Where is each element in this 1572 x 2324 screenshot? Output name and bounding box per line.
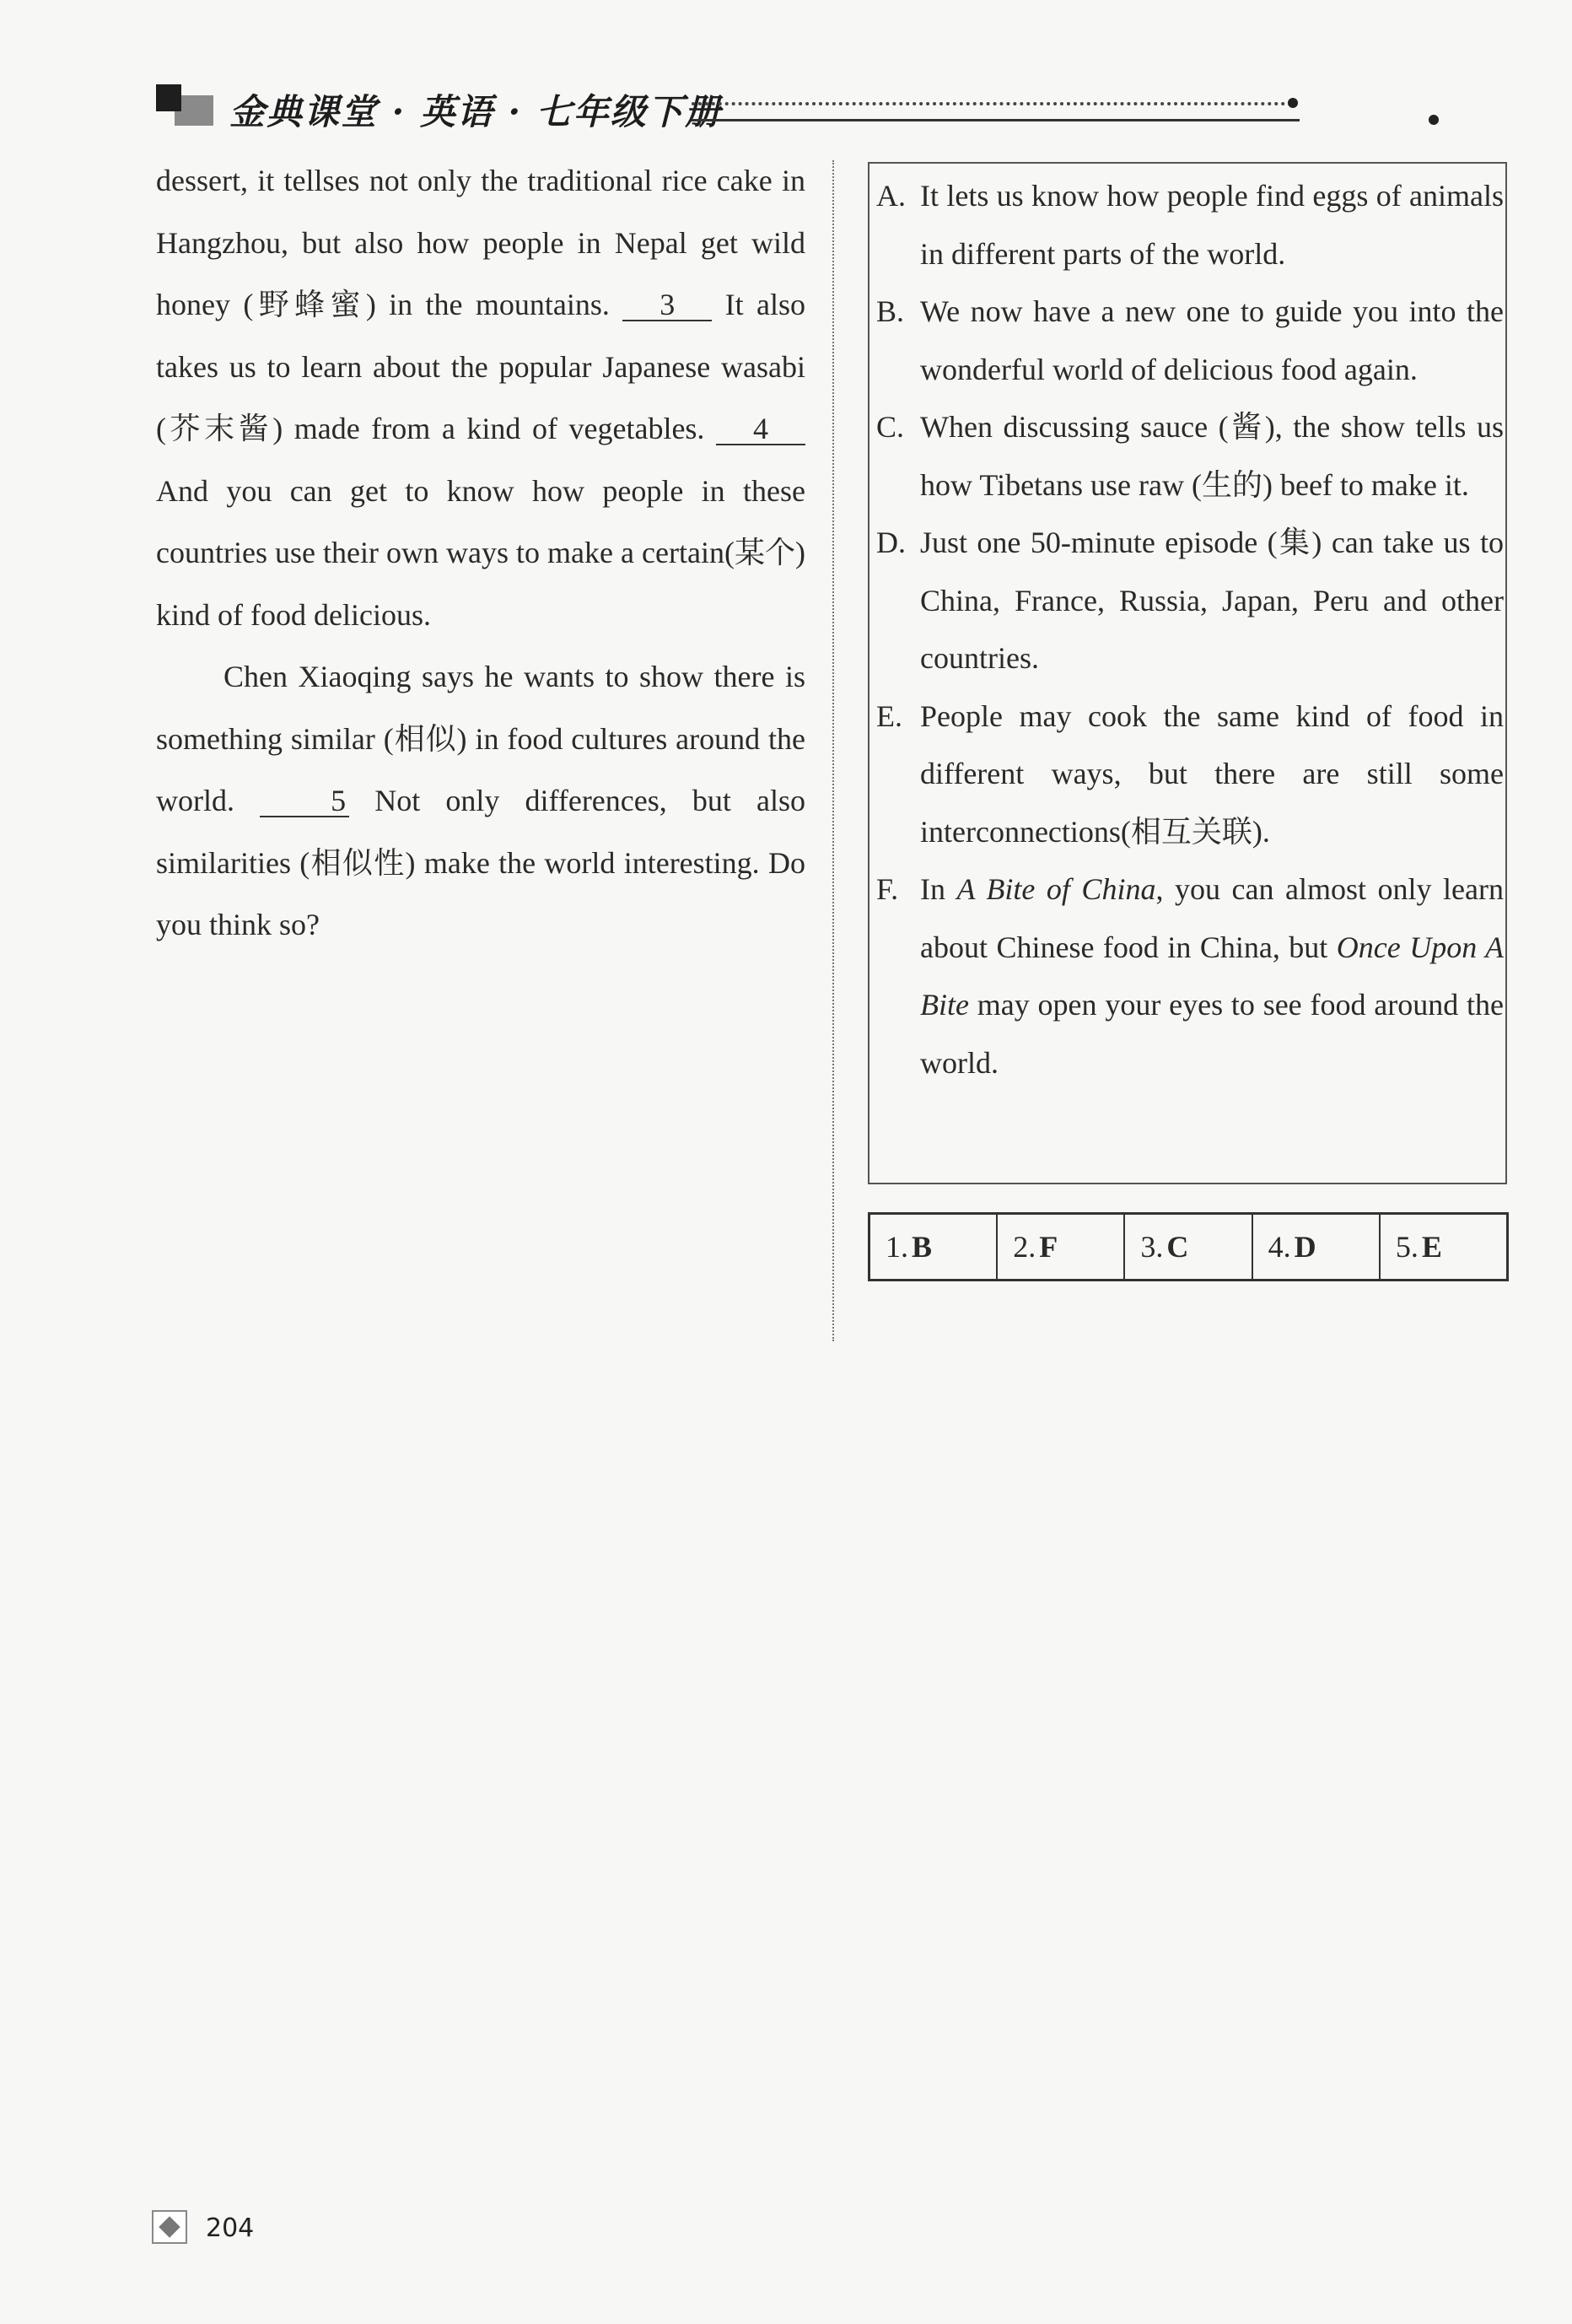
answer-letter: D (1294, 1230, 1316, 1264)
option-letter: A. (876, 179, 906, 213)
option-text: Just one 50-minute episode (集) can take us to China, France, Russia, Japan, Peru and other countries. (920, 526, 1504, 675)
option-b (876, 283, 1504, 398)
header-dotted-rule (692, 102, 1292, 105)
answer-letter: C (1166, 1230, 1189, 1264)
answer-letter: B (912, 1230, 933, 1264)
header-rule-dot (1288, 98, 1298, 108)
passage-text: dessert, it tellses not only the traditional rice cake in Hangzhou, but also how people in Nepal get wild honey (野蜂蜜) in the mountains. (156, 164, 805, 321)
answer-cell-1 (870, 1215, 996, 1279)
option-letter: E. (876, 698, 902, 733)
header-rule-end-dot (1429, 115, 1439, 125)
answer-cell-2 (996, 1215, 1123, 1279)
option-text: , you can almost only learn about Chinese food in China, but (920, 872, 1505, 964)
answer-cell-4 (1252, 1215, 1379, 1279)
header-title: 金典课堂 · 英语 · 七年级下册 (229, 91, 722, 132)
option-f (876, 860, 1504, 1092)
option-text: We now have a new one to guide you into the wonderful world of delicious food again. (920, 294, 1504, 386)
answer-table (868, 1212, 1509, 1281)
passage-text: Chen Xiaoqing says he wants to show there is something similar (相似) in food cultures around the world. (156, 660, 805, 817)
passage-paragraph (156, 646, 805, 957)
option-letter: F. (876, 872, 899, 906)
option-italic-title: A Bite of China (956, 872, 1156, 906)
passage-text: It also takes us to learn about the popular Japanese wasabi (芥末酱) made from a kind of vegetables. (156, 288, 806, 445)
option-a (876, 167, 1504, 283)
option-text: In (920, 872, 957, 906)
answer-cell-3 (1123, 1215, 1251, 1279)
page-number-diamond-icon (152, 2210, 187, 2244)
answer-number: 1. (886, 1230, 908, 1264)
answer-number: 2. (1013, 1230, 1036, 1264)
answer-number: 5. (1395, 1230, 1419, 1264)
option-text: People may cook the same kind of food in different ways, but there are still some interconnections(相互关联). (920, 698, 1504, 849)
answer-cell-5 (1379, 1215, 1506, 1279)
answer-letter: E (1421, 1230, 1442, 1264)
option-e (876, 687, 1504, 861)
passage-text: Not only differences, but also similarities (相似性) make the world interesting. Do you think so? (156, 784, 805, 941)
answer-letter: F (1039, 1230, 1058, 1264)
answer-number: 3. (1140, 1230, 1164, 1264)
column-divider (832, 160, 834, 1341)
page-number: 204 (206, 2213, 255, 2243)
option-d (876, 514, 1504, 687)
blank-4: 4 (716, 413, 805, 445)
blank-3: 3 (622, 289, 712, 321)
header-logo-dark-block (156, 84, 181, 111)
passage-paragraph (156, 150, 805, 646)
option-text: may open your eyes to see food around the world. (920, 988, 1504, 1080)
passage (156, 150, 805, 957)
answer-number: 4. (1268, 1230, 1291, 1264)
option-text: When discussing sauce (酱), the show tells us how Tibetans use raw (生的) beef to make it. (920, 410, 1504, 502)
header-solid-rule (692, 119, 1300, 121)
blank-5: 5 (260, 785, 349, 817)
option-italic-title: Once Upon A Bite (920, 930, 1504, 1022)
option-letter: C. (876, 410, 905, 444)
options-box (868, 162, 1507, 1184)
option-letter: D. (876, 526, 906, 559)
option-text: It lets us know how people find eggs of animals in different parts of the world. (920, 179, 1504, 271)
option-letter: B. (876, 294, 905, 328)
option-c (876, 398, 1504, 514)
passage-text: And you can get to know how people in these countries use their own ways to make a certain(某个) kind of food delicious. (156, 473, 805, 632)
